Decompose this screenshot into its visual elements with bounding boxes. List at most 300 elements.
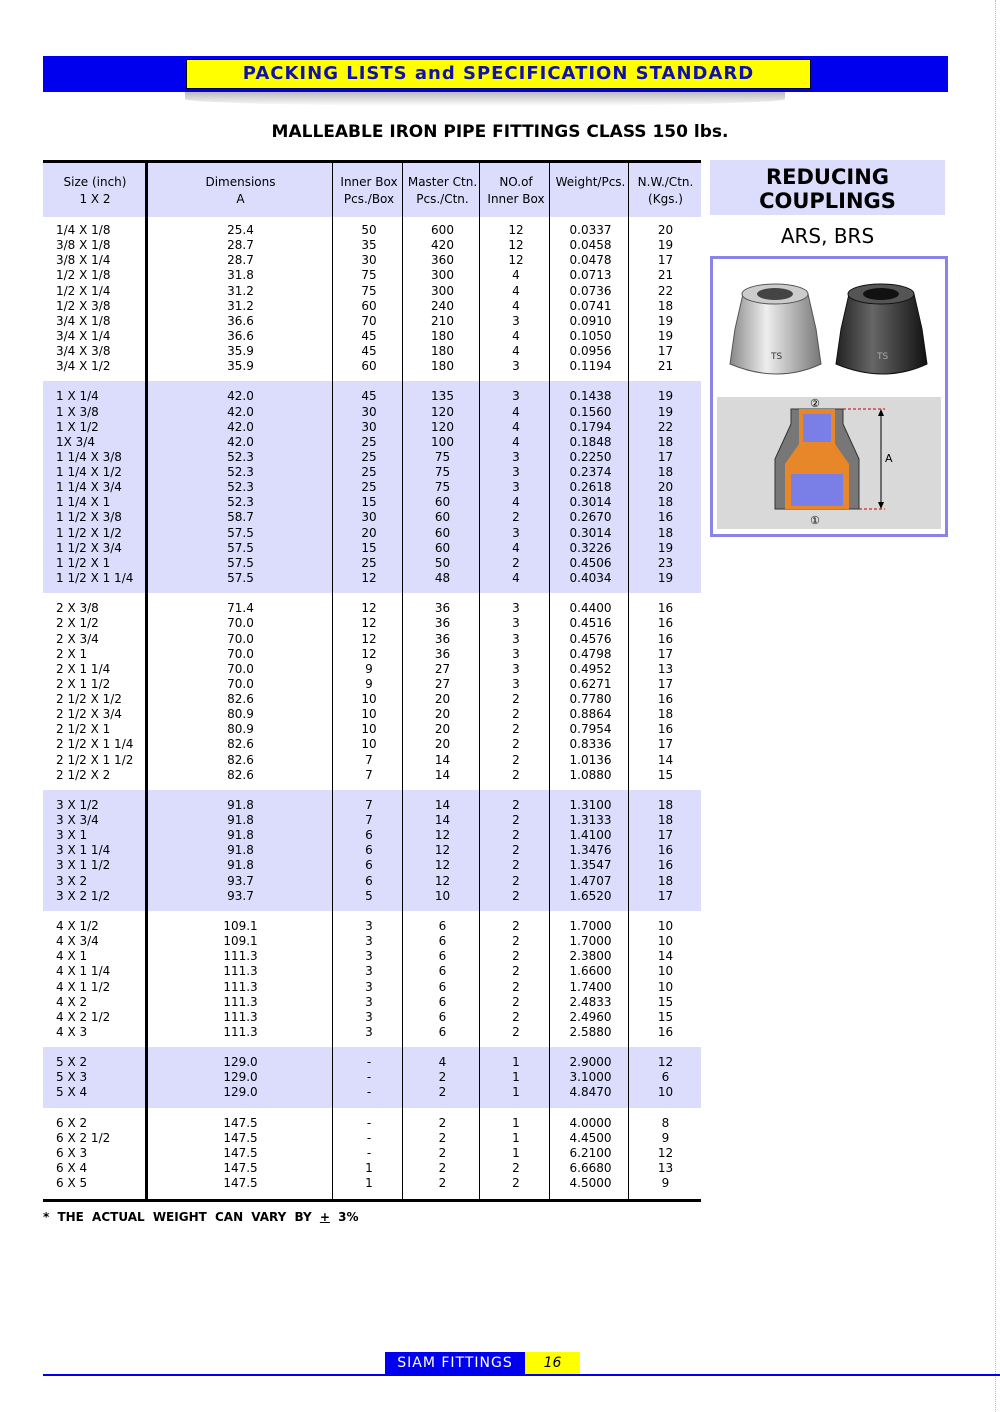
- master-ctn-cell: 420: [431, 238, 454, 253]
- size-cell: 4 X 2 1/2: [56, 1009, 111, 1024]
- size-cell: 5 X 2: [56, 1055, 88, 1070]
- size-cell: 3 X 1/2: [56, 797, 99, 812]
- inner-box-cell: 10: [361, 692, 377, 707]
- dimension-cell: 129.0: [223, 1055, 258, 1070]
- size-cell: 1 1/2 X 3/8: [56, 510, 122, 525]
- nw-ctn-cell: 16: [657, 843, 674, 858]
- no-inner-box-cell: 4: [512, 540, 520, 555]
- master-ctn-cell: 36: [434, 631, 451, 646]
- inner-box-cell: 6: [365, 873, 373, 888]
- size-cell: 1 1/4 X 3/8: [56, 449, 122, 464]
- size-cell: 3/4 X 1/4: [56, 328, 111, 343]
- inner-box-cell: 75: [361, 283, 377, 298]
- size-cell: 3 X 1: [56, 828, 88, 843]
- inner-box-cell: 10: [361, 707, 377, 722]
- size-cell: 4 X 2: [56, 994, 88, 1009]
- table-row: [43, 949, 701, 964]
- inner-box-cell: 12: [361, 601, 377, 616]
- inner-box-cell: 25: [361, 434, 377, 449]
- inner-box-cell: 60: [361, 359, 377, 374]
- nw-ctn-cell: 16: [657, 601, 674, 616]
- nw-ctn-cell: 10: [657, 964, 674, 979]
- dimension-cell: 109.1: [223, 934, 258, 949]
- nw-ctn-cell: 19: [657, 389, 674, 404]
- nw-ctn-cell: 16: [657, 1024, 674, 1039]
- weight-cell: 1.7400: [569, 979, 612, 994]
- no-inner-box-cell: 1: [512, 1055, 520, 1070]
- weight-cell: 0.2374: [569, 465, 612, 480]
- size-cell: 5 X 3: [56, 1070, 88, 1085]
- size-cell: 3 X 2 1/2: [56, 888, 111, 903]
- inner-box-cell: 30: [361, 404, 377, 419]
- inner-box-cell: -: [366, 1085, 372, 1100]
- master-ctn-cell: 27: [434, 661, 451, 676]
- table-row: [43, 359, 701, 374]
- no-inner-box-cell: 2: [512, 979, 520, 994]
- no-inner-box-cell: 2: [512, 828, 520, 843]
- weight-cell: 1.4100: [569, 828, 612, 843]
- size-cell: 3 X 2: [56, 873, 88, 888]
- weight-cell: 0.0478: [569, 253, 612, 268]
- banner-title: PACKING LISTS and SPECIFICATION STANDARD: [186, 59, 811, 89]
- size-cell: 1/4 X 1/8: [56, 223, 111, 237]
- size-cell: 1 1/4 X 3/4: [56, 480, 122, 495]
- banner-shadow: [185, 92, 785, 106]
- inner-box-cell: -: [366, 1055, 372, 1070]
- nw-ctn-cell: 16: [657, 692, 674, 707]
- master-ctn-cell: 300: [431, 283, 454, 298]
- weight-cell: 0.4034: [569, 570, 612, 585]
- nw-ctn-cell: 18: [657, 813, 674, 828]
- size-cell: 1/2 X 3/8: [56, 298, 111, 313]
- dimension-cell: 52.3: [227, 449, 254, 464]
- weight-cell: 1.0880: [569, 767, 612, 782]
- table-row: [43, 541, 701, 556]
- table-row: [43, 843, 701, 858]
- no-inner-box-cell: 2: [512, 994, 520, 1009]
- nw-ctn-cell: 22: [657, 283, 674, 298]
- column-header: [551, 174, 630, 208]
- no-inner-box-cell: 1: [512, 1070, 520, 1085]
- size-cell: 2 X 1 1/2: [56, 676, 111, 691]
- no-inner-box-cell: 4: [512, 344, 520, 359]
- table-row: [43, 284, 701, 299]
- inner-box-cell: 7: [365, 797, 373, 812]
- no-inner-box-cell: 2: [512, 934, 520, 949]
- nw-ctn-cell: 8: [661, 1115, 670, 1130]
- weight-cell: 1.4707: [569, 873, 612, 888]
- no-inner-box-cell: 2: [512, 964, 520, 979]
- table-row: [43, 465, 701, 480]
- nw-ctn-cell: 12: [657, 1055, 674, 1070]
- no-inner-box-cell: 2: [512, 692, 520, 707]
- no-inner-box-cell: 3: [512, 465, 520, 480]
- size-cell: 6 X 2: [56, 1115, 88, 1130]
- inner-box-cell: 45: [361, 389, 377, 404]
- weight-cell: 6.2100: [569, 1145, 612, 1160]
- size-cell: 2 X 3/4: [56, 631, 99, 646]
- no-inner-box-cell: 1: [512, 1115, 520, 1130]
- size-cell: 2 1/2 X 3/4: [56, 707, 122, 722]
- size-cell: 3 X 3/4: [56, 813, 99, 828]
- table-row: [43, 480, 701, 495]
- inner-box-cell: 70: [361, 313, 377, 328]
- no-inner-box-cell: 2: [512, 1176, 520, 1191]
- no-inner-box-cell: 3: [512, 480, 520, 495]
- master-ctn-cell: 20: [434, 737, 451, 752]
- table-row: [43, 1055, 701, 1070]
- weight-cell: 2.9000: [569, 1055, 612, 1070]
- column-header-line2: (Kgs.): [648, 192, 683, 206]
- size-cell: 1 1/4 X 1/2: [56, 465, 122, 480]
- master-ctn-cell: 36: [434, 646, 451, 661]
- nw-ctn-cell: 16: [657, 858, 674, 873]
- inner-box-cell: 12: [361, 646, 377, 661]
- inner-box-cell: 3: [365, 964, 373, 979]
- weight-cell: 0.1848: [569, 434, 612, 449]
- table-row: [43, 980, 701, 995]
- weight-cell: 0.0910: [569, 313, 612, 328]
- galvanized-coupling-photo: [730, 284, 821, 374]
- inner-box-cell: 25: [361, 555, 377, 570]
- column-header-line2: Pcs./Box: [343, 192, 395, 206]
- column-header: [404, 174, 481, 208]
- no-inner-box-cell: 2: [512, 555, 520, 570]
- nw-ctn-cell: 18: [657, 465, 674, 480]
- no-inner-box-cell: 2: [512, 752, 520, 767]
- weight-cell: 1.6520: [569, 888, 612, 903]
- product-title: [710, 160, 945, 215]
- nw-ctn-cell: 15: [657, 767, 674, 782]
- size-cell: 2 1/2 X 1 1/4: [56, 737, 134, 752]
- dimension-cell: 91.8: [227, 858, 254, 873]
- weight-note: [43, 1210, 358, 1224]
- size-cell: 1 1/4 X 1: [56, 495, 111, 510]
- dimension-cell: 42.0: [227, 389, 254, 404]
- inner-box-cell: 3: [365, 1024, 373, 1039]
- inner-box-cell: 6: [365, 858, 373, 873]
- nw-ctn-cell: 18: [657, 298, 674, 313]
- no-inner-box-cell: 2: [512, 843, 520, 858]
- size-cell: 2 1/2 X 2: [56, 767, 111, 782]
- dimension-cell: 70.0: [227, 616, 254, 631]
- table-row: [43, 707, 701, 722]
- inner-box-cell: 20: [361, 525, 377, 540]
- size-cell: 3 X 1 1/2: [56, 858, 111, 873]
- weight-cell: 0.4798: [569, 646, 612, 661]
- weight-cell: 6.6680: [569, 1161, 612, 1176]
- dimension-cell: 82.6: [227, 767, 254, 782]
- dimension-cell: 52.3: [227, 495, 254, 510]
- weight-cell: 0.1194: [569, 359, 612, 374]
- inner-box-cell: 12: [361, 616, 377, 631]
- weight-cell: 0.4952: [569, 661, 612, 676]
- size-cell: 1 1/2 X 1: [56, 555, 111, 570]
- master-ctn-cell: 12: [434, 858, 451, 873]
- inner-box-cell: 25: [361, 449, 377, 464]
- dimension-cell: 111.3: [223, 1024, 258, 1039]
- inner-box-cell: 30: [361, 253, 377, 268]
- no-inner-box-cell: 3: [512, 601, 520, 616]
- master-ctn-cell: 6: [438, 1024, 447, 1039]
- inner-box-cell: 3: [365, 934, 373, 949]
- dimension-cell: 147.5: [223, 1161, 258, 1176]
- cross-section-diagram: [717, 397, 941, 529]
- no-inner-box-cell: 4: [512, 404, 520, 419]
- inner-box-cell: 60: [361, 298, 377, 313]
- inner-box-cell: 12: [361, 631, 377, 646]
- dimension-cell: 111.3: [223, 964, 258, 979]
- table-row: [43, 389, 701, 404]
- table-row: [43, 677, 701, 692]
- inner-box-cell: 15: [361, 495, 377, 510]
- no-inner-box-cell: 2: [512, 918, 520, 933]
- weight-cell: 0.1560: [569, 404, 612, 419]
- nw-ctn-cell: 15: [657, 1009, 674, 1024]
- weight-cell: 0.3014: [569, 495, 612, 510]
- column-header-line2: 1 X 2: [79, 192, 111, 206]
- inner-box-cell: 9: [365, 676, 373, 691]
- dimension-cell: 91.8: [227, 797, 254, 812]
- weight-cell: 1.7000: [569, 918, 612, 933]
- product-title-line1: REDUCING: [765, 165, 890, 189]
- column-header-line2: Inner Box: [487, 192, 545, 206]
- dimension-cell: 70.0: [227, 676, 254, 691]
- dimension-cell: 91.8: [227, 843, 254, 858]
- dimension-cell: 36.6: [227, 328, 254, 343]
- table-row: [43, 874, 701, 889]
- table-row: [43, 1146, 701, 1161]
- page-title: MALLEABLE IRON PIPE FITTINGS CLASS 150 lbs.: [271, 122, 729, 142]
- inner-box-cell: 7: [365, 813, 373, 828]
- table-row: [43, 314, 701, 329]
- dimension-cell: 70.0: [227, 661, 254, 676]
- master-ctn-cell: 60: [434, 540, 451, 555]
- master-ctn-cell: 75: [434, 465, 451, 480]
- weight-cell: 4.5000: [569, 1176, 612, 1191]
- dimension-a-label: A: [885, 452, 893, 465]
- dimension-cell: 111.3: [223, 949, 258, 964]
- size-cell: 4 X 1 1/2: [56, 979, 111, 994]
- nw-ctn-cell: 17: [657, 449, 674, 464]
- no-inner-box-cell: 4: [512, 268, 520, 283]
- dimension-cell: 147.5: [223, 1145, 258, 1160]
- table-row: [43, 1070, 701, 1085]
- weight-cell: 0.0458: [569, 238, 612, 253]
- size-cell: 3/4 X 1/2: [56, 359, 111, 374]
- no-inner-box-cell: 3: [512, 449, 520, 464]
- dimension-cell: 93.7: [227, 873, 254, 888]
- master-ctn-cell: 12: [434, 873, 451, 888]
- size-cell: 3 X 1 1/4: [56, 843, 111, 858]
- weight-cell: 0.4400: [569, 601, 612, 616]
- no-inner-box-cell: 3: [512, 313, 520, 328]
- no-inner-box-cell: 2: [512, 722, 520, 737]
- nw-ctn-cell: 12: [657, 1145, 674, 1160]
- master-ctn-cell: 20: [434, 692, 451, 707]
- size-cell: 1 1/2 X 1/2: [56, 525, 122, 540]
- table-row: [43, 616, 701, 631]
- no-inner-box-cell: 2: [512, 737, 520, 752]
- no-inner-box-cell: 2: [512, 873, 520, 888]
- column-header: [334, 174, 404, 208]
- master-ctn-cell: 6: [438, 918, 447, 933]
- weight-cell: 0.1794: [569, 419, 612, 434]
- no-inner-box-cell: 4: [512, 328, 520, 343]
- master-ctn-cell: 2: [438, 1085, 447, 1100]
- dimension-cell: 147.5: [223, 1130, 258, 1145]
- no-inner-box-cell: 4: [512, 298, 520, 313]
- size-cell: 2 1/2 X 1/2: [56, 692, 122, 707]
- master-ctn-cell: 180: [431, 328, 454, 343]
- master-ctn-cell: 20: [434, 707, 451, 722]
- no-inner-box-cell: 3: [512, 525, 520, 540]
- weight-cell: 0.0713: [569, 268, 612, 283]
- dimension-cell: 58.7: [227, 510, 254, 525]
- nw-ctn-cell: 19: [657, 313, 674, 328]
- no-inner-box-cell: 12: [508, 238, 524, 253]
- column-header: [481, 174, 551, 208]
- nw-ctn-cell: 18: [657, 525, 674, 540]
- nw-ctn-cell: 19: [657, 404, 674, 419]
- master-ctn-cell: 180: [431, 359, 454, 374]
- dimension-cell: 42.0: [227, 434, 254, 449]
- table-row: [43, 450, 701, 465]
- note-plusminus: +: [319, 1210, 330, 1224]
- dimension-cell: 70.0: [227, 646, 254, 661]
- table-row: [43, 737, 701, 752]
- size-cell: 3/4 X 1/8: [56, 313, 111, 328]
- master-ctn-cell: 6: [438, 979, 447, 994]
- weight-cell: 0.6271: [569, 676, 612, 691]
- master-ctn-cell: 14: [434, 797, 451, 812]
- inner-box-cell: 5: [365, 888, 373, 903]
- table-row: [43, 526, 701, 541]
- dimension-cell: 42.0: [227, 404, 254, 419]
- nw-ctn-cell: 16: [657, 616, 674, 631]
- no-inner-box-cell: 2: [512, 1024, 520, 1039]
- no-inner-box-cell: 4: [512, 495, 520, 510]
- master-ctn-cell: 4: [438, 1055, 447, 1070]
- inner-box-cell: 30: [361, 510, 377, 525]
- weight-cell: 0.7954: [569, 722, 612, 737]
- column-header: [43, 174, 147, 208]
- size-cell: 2 X 1 1/4: [56, 661, 111, 676]
- no-inner-box-cell: 3: [512, 676, 520, 691]
- table-row: [43, 1176, 701, 1191]
- table-row: [43, 556, 701, 571]
- table-row: [43, 253, 701, 268]
- master-ctn-cell: 2: [438, 1176, 447, 1191]
- table-row: [43, 768, 701, 783]
- weight-cell: 0.8864: [569, 707, 612, 722]
- nw-ctn-cell: 18: [657, 434, 674, 449]
- weight-cell: 0.0956: [569, 344, 612, 359]
- master-ctn-cell: 2: [438, 1145, 447, 1160]
- master-ctn-cell: 135: [431, 389, 454, 404]
- weight-cell: 1.3547: [569, 858, 612, 873]
- weight-cell: 0.3226: [569, 540, 612, 555]
- no-inner-box-cell: 1: [512, 1085, 520, 1100]
- master-ctn-cell: 14: [434, 767, 451, 782]
- table-row: [43, 798, 701, 813]
- weight-cell: 0.4576: [569, 631, 612, 646]
- nw-ctn-cell: 23: [657, 555, 674, 570]
- inner-box-cell: -: [366, 1070, 372, 1085]
- dimension-cell: 35.9: [227, 344, 254, 359]
- table-row: [43, 919, 701, 934]
- size-cell: 3/4 X 3/8: [56, 344, 111, 359]
- no-inner-box-cell: 2: [512, 510, 520, 525]
- inner-box-cell: 50: [361, 223, 377, 237]
- no-inner-box-cell: 12: [508, 223, 524, 237]
- column-header: [630, 174, 701, 208]
- note-prefix: * THE ACTUAL WEIGHT CAN VARY BY: [43, 1210, 320, 1224]
- no-inner-box-cell: 2: [512, 1161, 520, 1176]
- inner-box-cell: 7: [365, 767, 373, 782]
- nw-ctn-cell: 17: [657, 676, 674, 691]
- dimension-cell: 52.3: [227, 480, 254, 495]
- table-row: [43, 722, 701, 737]
- size-cell: 2 X 1/2: [56, 616, 99, 631]
- end-2-label: ②: [810, 397, 820, 410]
- table-row: [43, 1116, 701, 1131]
- weight-cell: 0.4506: [569, 555, 612, 570]
- nw-ctn-cell: 21: [657, 359, 674, 374]
- size-cell: 4 X 3/4: [56, 934, 99, 949]
- inner-box-cell: 9: [365, 661, 373, 676]
- nw-ctn-cell: 18: [657, 873, 674, 888]
- dimension-cell: 35.9: [227, 359, 254, 374]
- size-cell: 1 1/2 X 3/4: [56, 540, 122, 555]
- master-ctn-cell: 48: [434, 570, 451, 585]
- dimension-cell: 111.3: [223, 979, 258, 994]
- table-row: [43, 510, 701, 525]
- inner-box-cell: 45: [361, 328, 377, 343]
- column-header-line1: N.W./Ctn.: [637, 175, 694, 189]
- nw-ctn-cell: 19: [657, 540, 674, 555]
- size-cell: 1/2 X 1/4: [56, 283, 111, 298]
- nw-ctn-cell: 19: [657, 570, 674, 585]
- weight-cell: 0.0337: [569, 223, 612, 237]
- nw-ctn-cell: 17: [657, 646, 674, 661]
- table-row: [43, 329, 701, 344]
- nw-ctn-cell: 20: [657, 480, 674, 495]
- weight-cell: 1.3476: [569, 843, 612, 858]
- nw-ctn-cell: 19: [657, 238, 674, 253]
- inner-box-cell: 30: [361, 419, 377, 434]
- master-ctn-cell: 60: [434, 510, 451, 525]
- master-ctn-cell: 75: [434, 449, 451, 464]
- table-row: [43, 344, 701, 359]
- svg-text:TS: TS: [877, 352, 889, 362]
- dimension-cell: 31.2: [227, 283, 254, 298]
- weight-cell: 1.3100: [569, 797, 612, 812]
- nw-ctn-cell: 21: [657, 268, 674, 283]
- size-cell: 2 1/2 X 1 1/2: [56, 752, 134, 767]
- table-row: [43, 632, 701, 647]
- nw-ctn-cell: 16: [657, 510, 674, 525]
- size-cell: 3/8 X 1/4: [56, 253, 111, 268]
- inner-box-cell: 3: [365, 918, 373, 933]
- weight-cell: 0.1050: [569, 328, 612, 343]
- no-inner-box-cell: 2: [512, 797, 520, 812]
- dimension-cell: 57.5: [227, 570, 254, 585]
- dimension-cell: 80.9: [227, 722, 254, 737]
- inner-box-cell: 75: [361, 268, 377, 283]
- master-ctn-cell: 10: [434, 888, 451, 903]
- master-ctn-cell: 2: [438, 1161, 447, 1176]
